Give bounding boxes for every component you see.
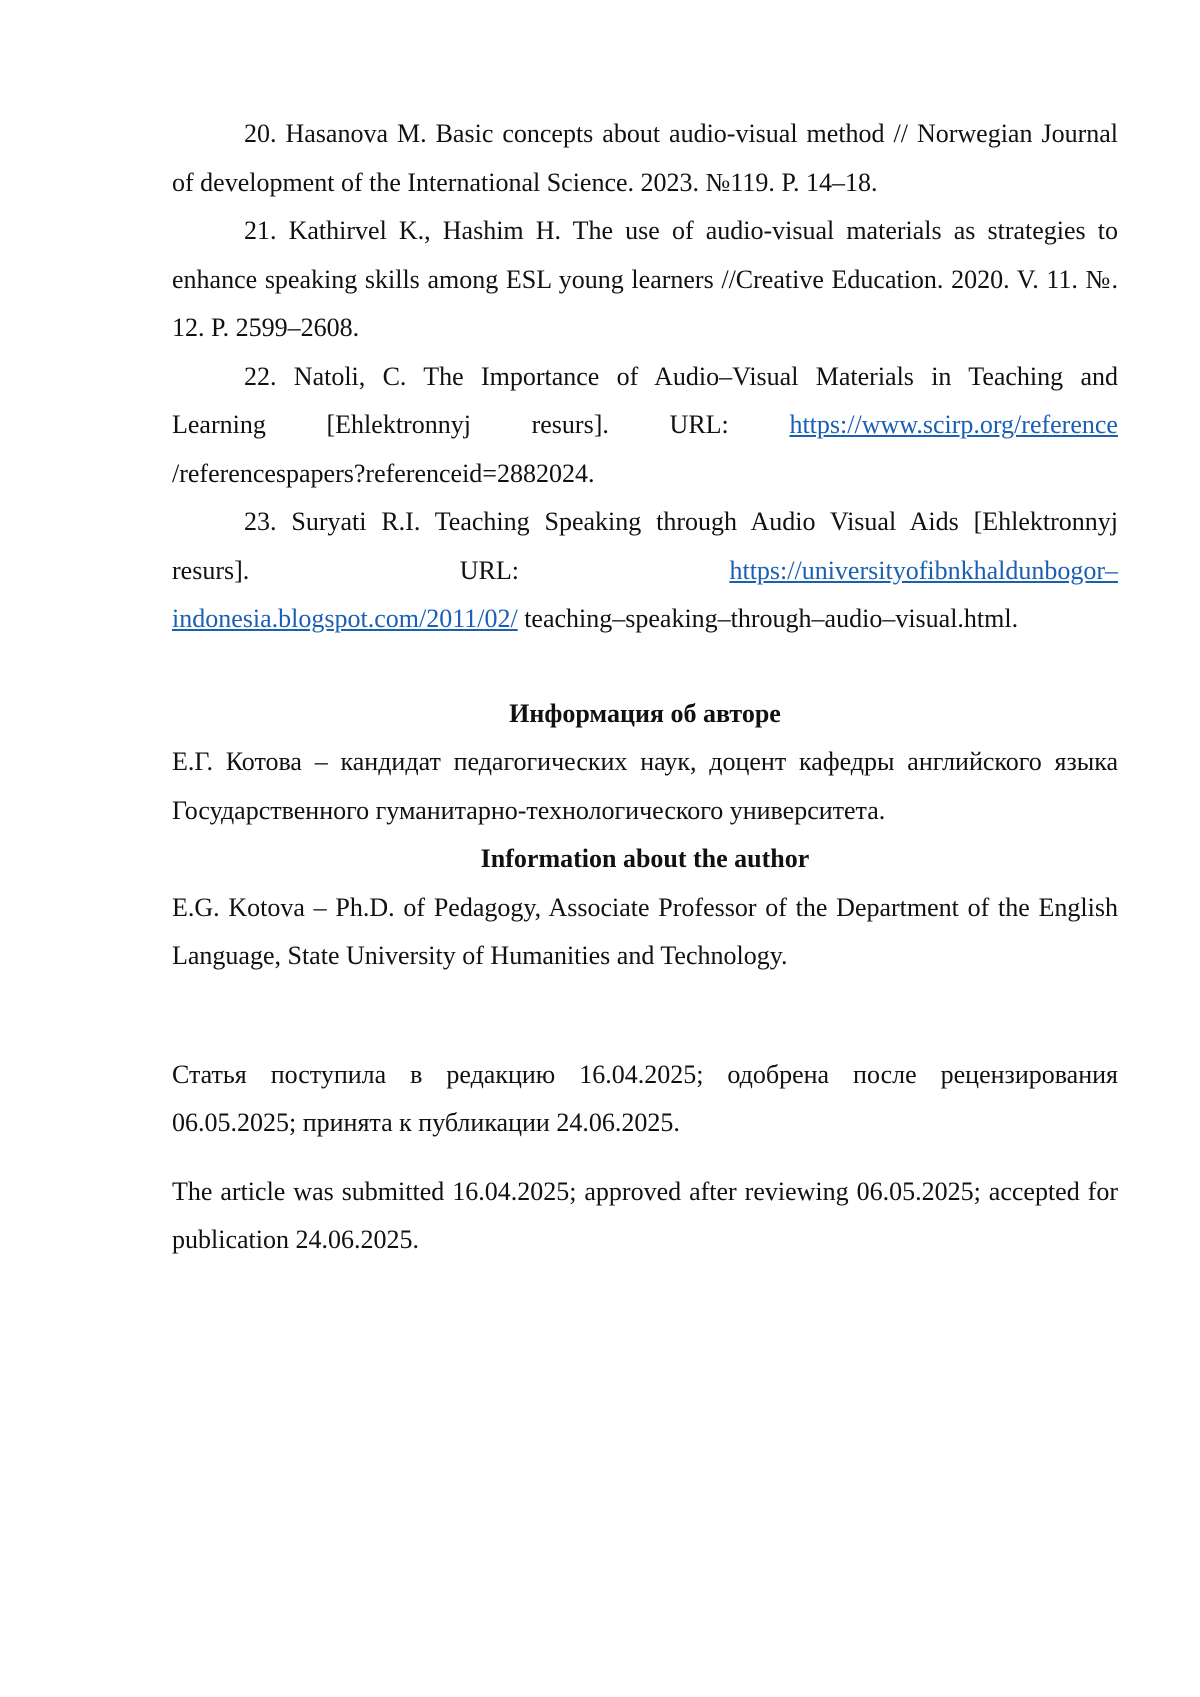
reference-23 (172, 498, 1118, 644)
author-info-text-ru: Е.Г. Котова – кандидат педагогических наук, доцент кафедры английского языка Государственного гуманитарно-технологического университета. (172, 738, 1118, 835)
author-info-heading-en: Information about the author (172, 835, 1118, 884)
reference-23-word-url: URL: (460, 547, 519, 596)
author-info-text-en: E.G. Kotova – Ph.D. of Pedagogy, Associate Professor of the Department of the English Language, State University of Humanities and Technology. (172, 884, 1118, 981)
reference-23-line3 (172, 595, 1118, 644)
reference-22 (172, 353, 1118, 499)
reference-22-word-url: URL: (670, 401, 729, 450)
reference-23-word-resurs: resurs]. (172, 547, 249, 596)
reference-23-tail: teaching–speaking–through–audio–visual.html. (518, 604, 1018, 633)
reference-22-line2 (172, 401, 1118, 450)
reference-20: 20. Hasanova M. Basic concepts about audio-visual method // Norwegian Journal of development of the International Science. 2023. №119. P. 14–18. (172, 110, 1118, 207)
reference-22-link[interactable]: https://www.scirp.org/reference (789, 401, 1118, 450)
section-spacer (172, 981, 1118, 1051)
dates-gap (172, 1148, 1118, 1168)
reference-22-tail: /referencespapers?referenceid=2882024. (172, 450, 1118, 499)
article-dates-ru: Статья поступила в редакцию 16.04.2025; одобрена после рецензирования 06.05.2025; принята к публикации 24.06.2025. (172, 1051, 1118, 1148)
reference-22-word-resurs: resurs]. (532, 401, 609, 450)
reference-23-link-part2[interactable]: indonesia.blogspot.com/2011/02/ (172, 604, 518, 633)
reference-22-line1: 22. Natoli, C. The Importance of Audio–Visual Materials in Teaching and (172, 353, 1118, 402)
reference-23-line2 (172, 547, 1118, 596)
author-info-heading-ru: Информация об авторе (172, 690, 1118, 739)
reference-22-word-ehlektronnyj: [Ehlektronnyj (327, 401, 471, 450)
reference-22-word-learning: Learning (172, 401, 266, 450)
reference-23-link-part1[interactable]: https://universityofibnkhaldunbogor– (729, 547, 1118, 596)
article-dates-en: The article was submitted 16.04.2025; approved after reviewing 06.05.2025; accepted for publication 24.06.2025. (172, 1168, 1118, 1265)
document-page (172, 110, 1118, 1265)
reference-21: 21. Kathirvel K., Hashim H. The use of audio-visual materials as strategies to enhance speaking skills among ESL young learners //Creative Education. 2020. V. 11. №. 12. P. 2599–2608. (172, 207, 1118, 353)
reference-23-line1: 23. Suryati R.I. Teaching Speaking through Audio Visual Aids [Ehlektronnyj (172, 498, 1118, 547)
